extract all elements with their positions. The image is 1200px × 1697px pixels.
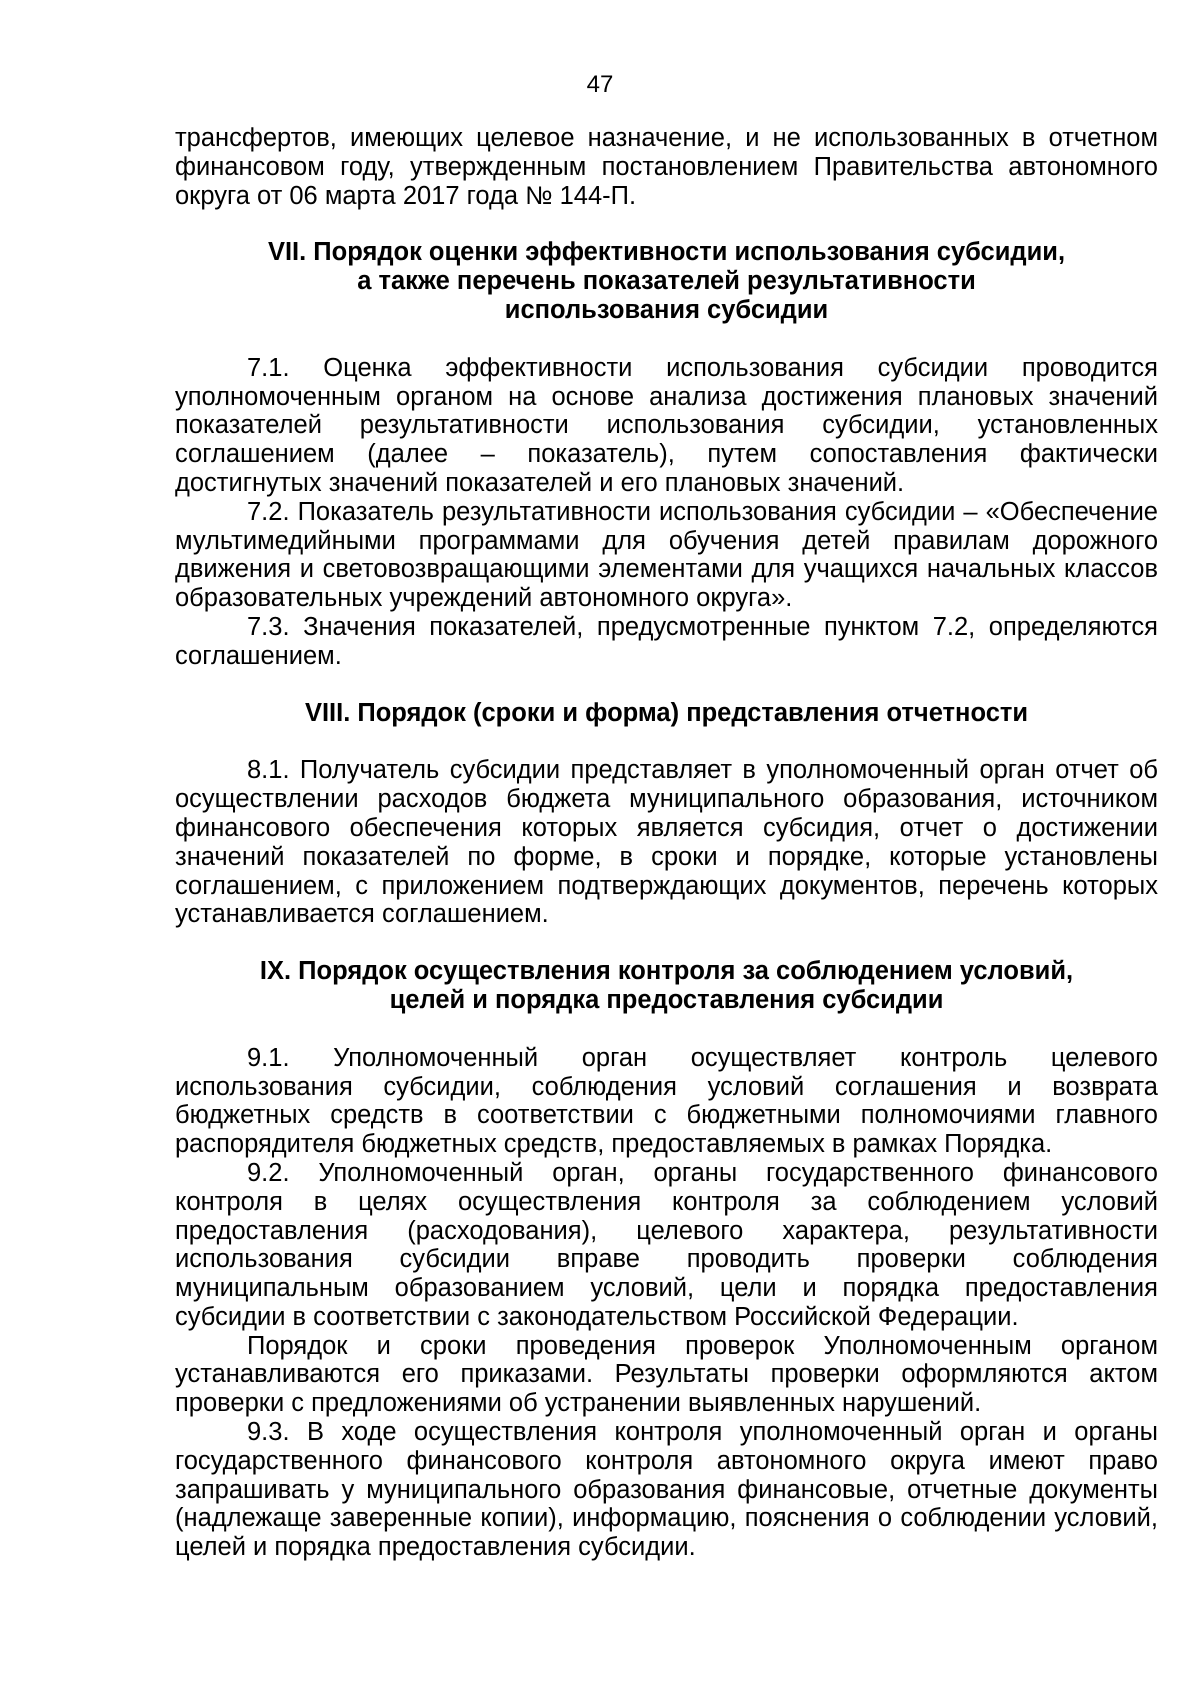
paragraph-7-3: 7.3. Значения показателей, предусмотренные пунктом 7.2, определяются соглашением. (175, 612, 1158, 670)
paragraph-7-1: 7.1. Оценка эффективности использования субсидии проводится уполномоченным органом на основе анализа достижения плановых значений показателей результативности использования субсидии, установленных соглашением (далее – показатель), путем сопоставления фактически достигнутых значений показателей и его плановых значений. (175, 353, 1158, 497)
paragraph-8-1: 8.1. Получатель субсидии представляет в уполномоченный орган отчет об осуществлении расходов бюджета муниципального образования, источником финансового обеспечения которых является субсидия, отчет о достижении значений показателей по форме, в сроки и порядке, которые установлены соглашением, с приложением подтверждающих документов, перечень которых устанавливается соглашением. (175, 756, 1158, 929)
section-8-heading (175, 699, 1158, 728)
section-9-heading (175, 957, 1158, 1015)
paragraph-9-3: 9.3. В ходе осуществления контроля уполномоченный орган и органы государственного финансового контроля автономного округа имеют право запрашивать у муниципального образования финансовые, отчетные документы (надлежаще заверенные копии), информацию, пояснения о соблюдении условий, целей и порядка предоставления субсидии. (175, 1418, 1158, 1562)
paragraph-9-2: 9.2. Уполномоченный орган, органы государственного финансового контроля в целях осуществления контроля за соблюдением условий предоставления (расходования), целевого характера, результативности использования субсидии вправе проводить проверки соблюдения муниципальным образованием условий, цели и порядка предоставления субсидии в соответствии с законодательством Российской Федерации. (175, 1158, 1158, 1331)
section-7-heading (175, 238, 1158, 324)
section-9-heading-line: IX. Порядок осуществления контроля за соблюдением условий, (259, 957, 1074, 986)
section-7-heading-line: использования субсидии (504, 295, 829, 324)
paragraph-9-2-continued: Порядок и сроки проведения проверок Уполномоченным органом устанавливаются его приказами. Результаты проверки оформляются актом проверки с предложениями об устранении выявленных нарушений. (175, 1331, 1158, 1418)
paragraph-9-1: 9.1. Уполномоченный орган осуществляет контроль целевого использования субсидии, соблюдения условий соглашения и возврата бюджетных средств в соответствии с бюджетными полномочиями главного распорядителя бюджетных средств, предоставляемых в рамках Порядка. (175, 1043, 1158, 1159)
section-7-heading-line: а также перечень показателей результативности (357, 267, 976, 296)
paragraph-7-2: 7.2. Показатель результативности использования субсидии – «Обеспечение мультимедийными программами для обучения детей правилам дорожного движения и световозвращающими элементами для учащихся начальных классов образовательных учреждений автономного округа». (175, 497, 1158, 613)
page-number: 47 (586, 71, 614, 98)
section-7-heading-line: VII. Порядок оценки эффективности использования субсидии, (267, 238, 1066, 267)
intro-paragraph: трансфертов, имеющих целевое назначение, и не использованных в отчетном финансовом году, утвержденным постановлением Правительства автономного округа от 06 марта 2017 года № 144-П. (175, 124, 1158, 210)
page-content (175, 124, 1158, 1562)
section-9-heading-line: целей и порядка предоставления субсидии (389, 985, 944, 1014)
section-8-heading-line: VIII. Порядок (сроки и форма) представления отчетности (304, 698, 1029, 727)
